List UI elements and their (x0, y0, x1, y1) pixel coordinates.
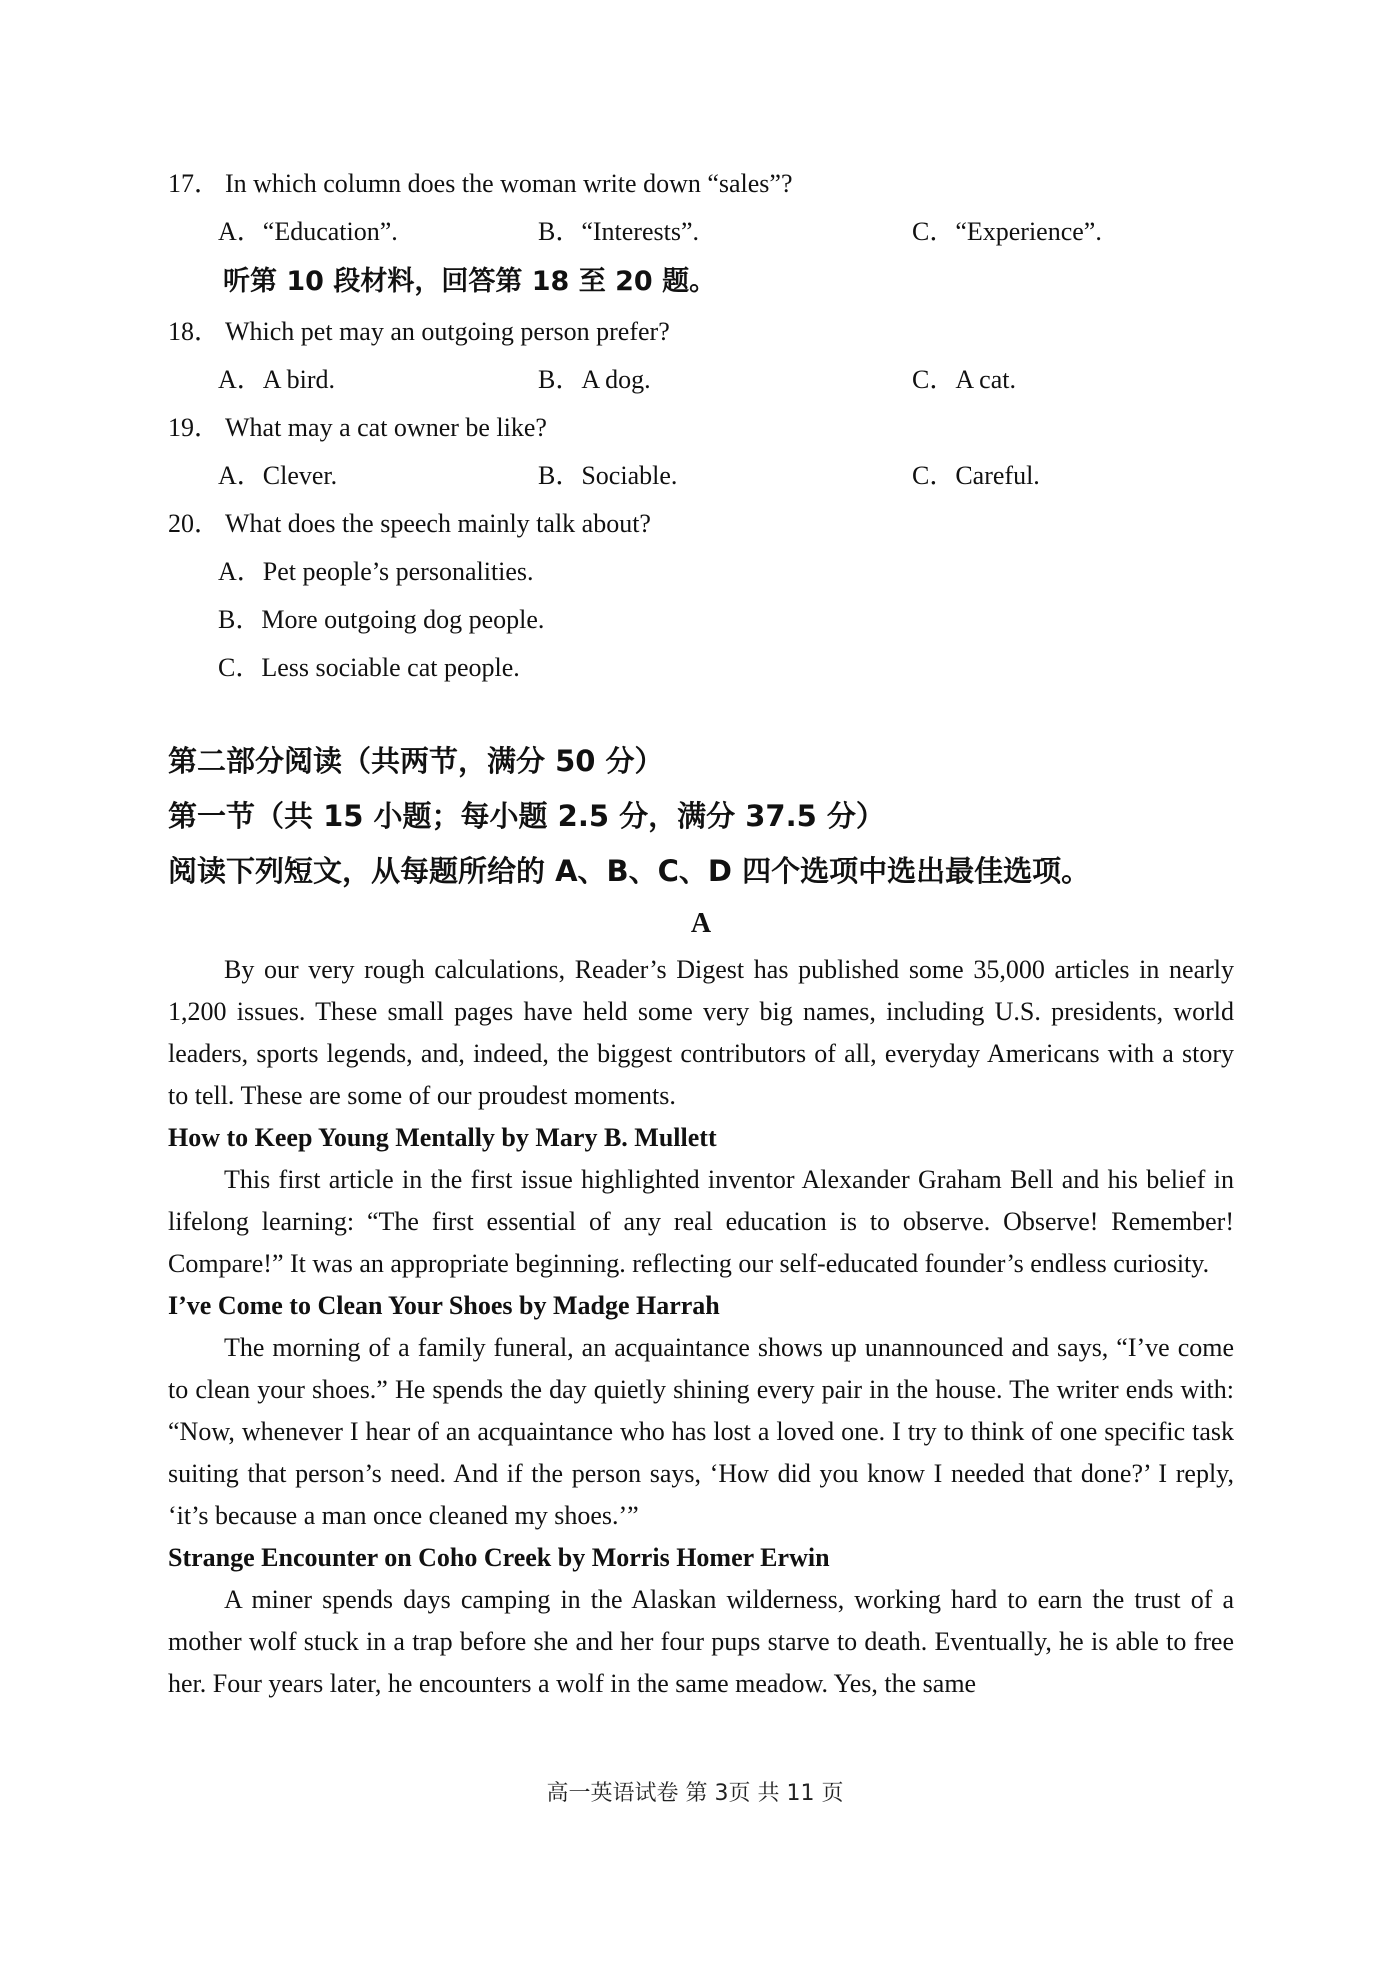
option-c: C．A cat. (912, 365, 1016, 394)
page-footer: 高一英语试卷 第 3页 共 11 页 (546, 1781, 844, 1806)
option-a: A．A bird. (218, 365, 336, 394)
option-b: B．Sociable. (538, 461, 678, 490)
options-19 (168, 452, 1234, 500)
option-a: A．Clever. (218, 461, 338, 490)
spacer (168, 692, 1234, 734)
question-18 (168, 308, 1234, 356)
option-a: A．Pet people’s personalities. (218, 557, 534, 586)
option-b: B．“Interests”. (538, 217, 700, 246)
passage-letter: A (690, 908, 712, 939)
question-text: What does the speech mainly talk about? (225, 509, 651, 538)
option-b: B．More outgoing dog people. (218, 605, 545, 634)
question-19 (168, 404, 1234, 452)
listening-instruction: 听第 10 段材料，回答第 18 至 20 题。 (223, 266, 717, 297)
option-c: C．Careful. (912, 461, 1040, 490)
options-17 (168, 208, 1234, 256)
question-number: 20． (168, 509, 221, 538)
question-number: 18． (168, 317, 221, 346)
options-18 (168, 356, 1234, 404)
question-text: What may a cat owner be like? (225, 413, 547, 442)
question-text: Which pet may an outgoing person prefer? (225, 317, 670, 346)
question-17 (168, 160, 1234, 208)
question-number: 19． (168, 413, 221, 442)
section-heading-part2: 第二部分阅读（共两节，满分 50 分） (168, 744, 664, 778)
option-b: B．A dog. (538, 365, 651, 394)
article-title: Strange Encounter on Coho Creek by Morris Homer Erwin (168, 1543, 830, 1572)
section-heading-section1: 第一节（共 15 小题；每小题 2.5 分，满分 37.5 分） (168, 799, 885, 833)
option-c: C．Less sociable cat people. (218, 653, 520, 682)
reading-instruction: 阅读下列短文，从每题所给的 A、B、C、D 四个选项中选出最佳选项。 (168, 854, 1091, 888)
option-c: C．“Experience”. (912, 217, 1102, 246)
article-body: The morning of a family funeral, an acquaintance shows up unannounced and says, “I’ve come to clean your shoes.” He spends the day quietly shining every pair in the house. The writer ends with: “Now, whenever I hear of an acquaintance who has lost a loved one. I try to think of one specific task suiting that person’s need. And if the person says, ‘How did you know I needed that done?’ I reply, ‘it’s because a man once cleaned my shoes.’” (168, 1333, 1234, 1530)
question-20 (168, 500, 1234, 548)
passage-intro: By our very rough calculations, Reader’s Digest has published some 35,000 articles in nearly 1,200 issues. These small pages have held some very big names, including U.S. presidents, world leaders, sports legends, and, indeed, the biggest contributors of all, everyday Americans with a story to tell. These are some of our proudest moments. (168, 955, 1234, 1110)
article-body: A miner spends days camping in the Alaskan wilderness, working hard to earn the trust of a mother wolf stuck in a trap before she and her four pups starve to death. Eventually, he is able to free her. Four years later, he encounters a wolf in the same meadow. Yes, the same (168, 1585, 1234, 1698)
question-text: In which column does the woman write down “sales”? (225, 169, 793, 198)
option-a: A．“Education”. (218, 217, 398, 246)
article-title: How to Keep Young Mentally by Mary B. Mullett (168, 1123, 717, 1152)
question-number: 17． (168, 169, 221, 198)
article-body: This first article in the first issue highlighted inventor Alexander Graham Bell and his belief in lifelong learning: “The first essential of any real education is to observe. Observe! Remember! Compare!” It was an appropriate beginning. reflecting our self-educated founder’s endless curiosity. (168, 1165, 1234, 1278)
article-title: I’ve Come to Clean Your Shoes by Madge Harrah (168, 1291, 720, 1320)
exam-page (168, 160, 1234, 1705)
